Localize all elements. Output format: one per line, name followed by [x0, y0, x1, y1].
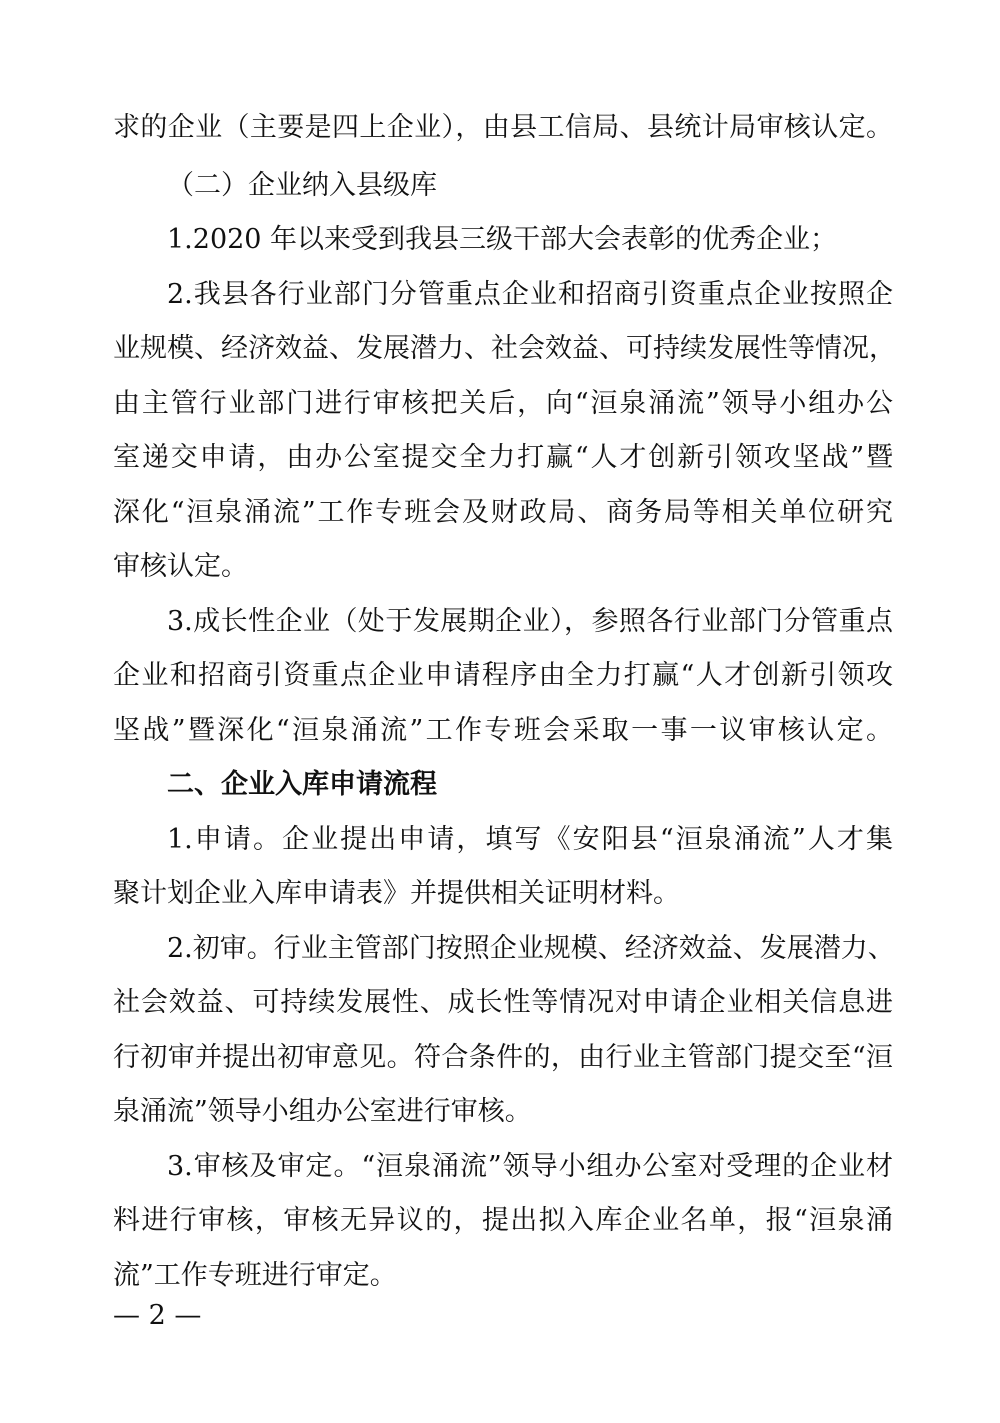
paragraph-line: 深化“洹泉涌流”工作专班会及财政局、商务局等相关单位研究 — [113, 497, 893, 528]
paragraph-line: 企业和招商引资重点企业申请程序由全力打赢“人才创新引领攻 — [113, 660, 893, 691]
paragraph-line: 2.我县各行业部门分管重点企业和招商引资重点企业按照企 — [167, 279, 893, 310]
page-number: — 2 — — [113, 1300, 202, 1331]
paragraph-line: 由主管行业部门进行审核把关后，向“洹泉涌流”领导小组办公 — [113, 388, 893, 419]
paragraph-line: 1.2020 年以来受到我县三级干部大会表彰的优秀企业； — [167, 224, 838, 255]
paragraph-line: 业规模、经济效益、发展潜力、社会效益、可持续发展性等情况， — [113, 333, 896, 364]
paragraph-line: 料进行审核，审核无异议的，提出拟入库企业名单，报“洹泉涌 — [113, 1205, 893, 1236]
paragraph-line: 审核认定。 — [113, 551, 248, 582]
paragraph-line: 聚计划企业入库申请表》并提供相关证明材料。 — [113, 878, 680, 909]
paragraph-line: 社会效益、可持续发展性、成长性等情况对申请企业相关信息进 — [113, 987, 893, 1018]
paragraph-line: 求的企业（主要是四上企业），由县工信局、县统计局审核认定。 — [113, 112, 893, 143]
paragraph-line: 泉涌流”领导小组办公室进行审核。 — [113, 1096, 532, 1127]
section-heading: 二、企业入库申请流程 — [167, 769, 437, 800]
section-subheading: （二）企业纳入县级库 — [167, 170, 437, 201]
paragraph-line: 1.申请。企业提出申请，填写《安阳县“洹泉涌流”人才集 — [167, 824, 893, 855]
paragraph-line: 2.初审。行业主管部门按照企业规模、经济效益、发展潜力、 — [167, 933, 895, 964]
paragraph-line: 流”工作专班进行审定。 — [113, 1260, 397, 1291]
paragraph-line: 3.成长性企业（处于发展期企业），参照各行业部门分管重点 — [167, 606, 893, 637]
paragraph-line: 行初审并提出初审意见。符合条件的，由行业主管部门提交至“洹 — [113, 1042, 893, 1073]
paragraph-line: 3.审核及审定。“洹泉涌流”领导小组办公室对受理的企业材 — [167, 1151, 893, 1182]
paragraph-line: 室递交申请，由办公室提交全力打赢“人才创新引领攻坚战”暨 — [113, 442, 893, 473]
paragraph-line: 坚战”暨深化“洹泉涌流”工作专班会采取一事一议审核认定。 — [113, 715, 893, 746]
